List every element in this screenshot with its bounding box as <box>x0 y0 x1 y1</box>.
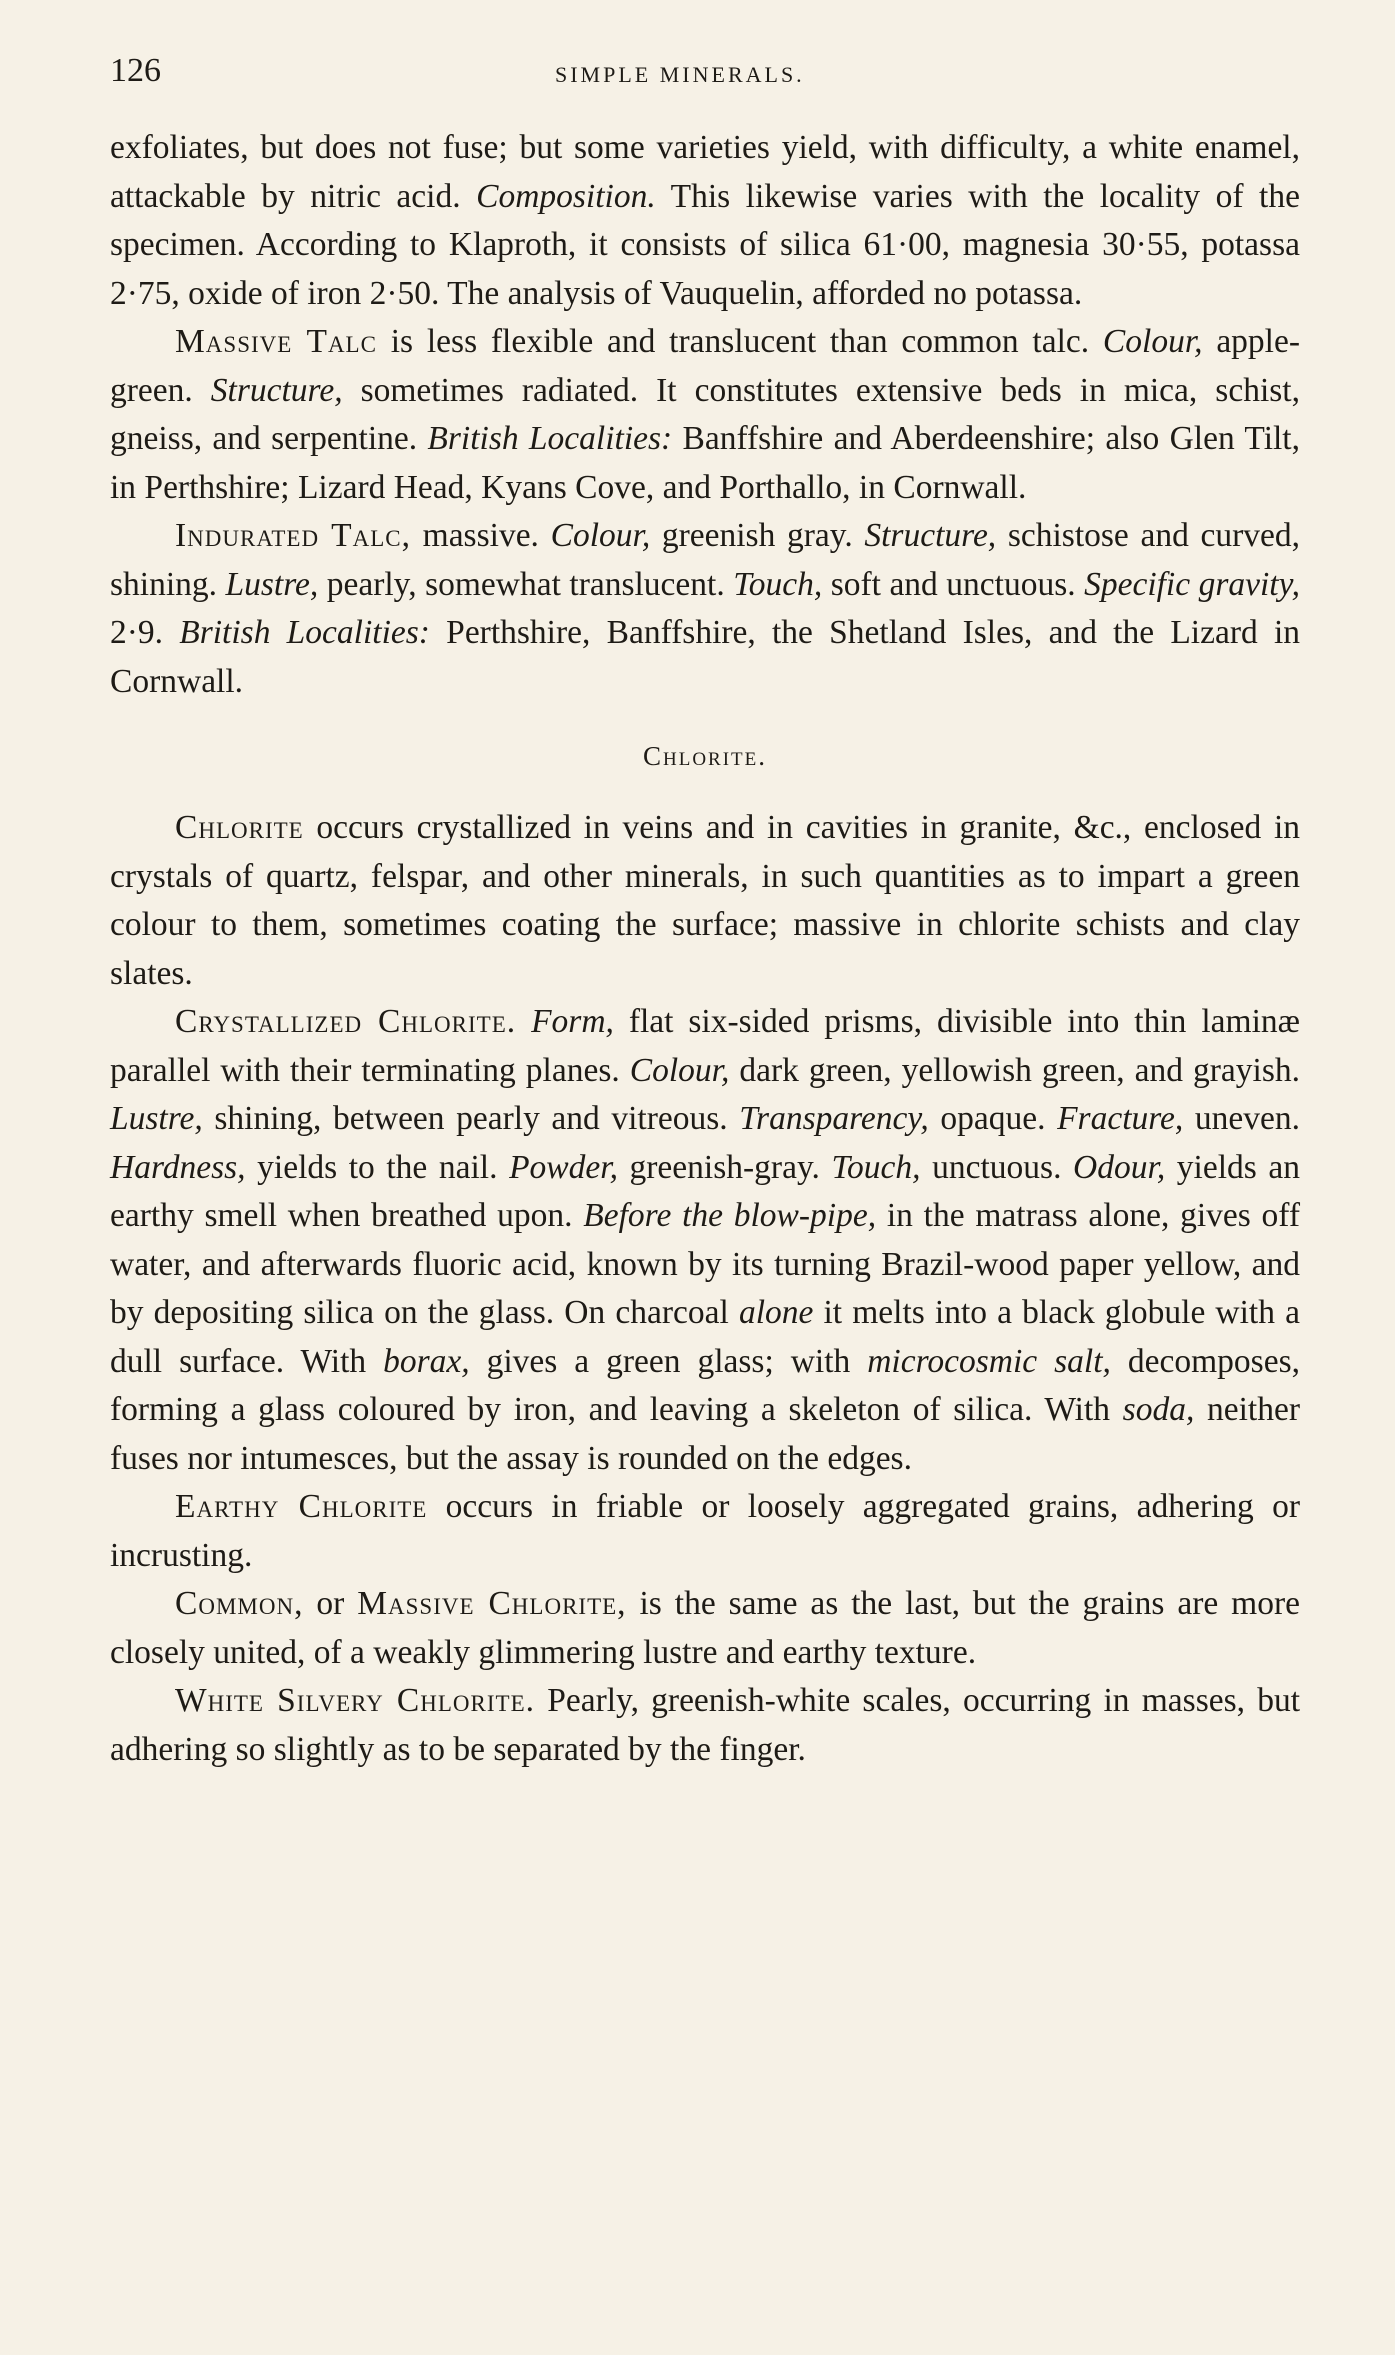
mineral-name: White Silvery Chlorite. <box>175 1682 536 1719</box>
term: British Localities: <box>179 614 430 651</box>
page-header <box>110 52 1300 102</box>
text: apple-green. <box>110 323 1301 409</box>
term: Fracture, <box>1057 1100 1184 1137</box>
term: Touch, <box>831 1148 921 1186</box>
text: opaque. <box>928 1100 1058 1137</box>
term: Colour, <box>629 1051 730 1089</box>
page-number: 126 <box>110 52 161 89</box>
term: soda, <box>1122 1391 1195 1428</box>
text: massive. <box>410 517 551 554</box>
term: Lustre, <box>110 1100 203 1137</box>
text: Perthshire, Banffshire, the Shetland Isles, and the Lizard in Cornwall. <box>110 614 1301 700</box>
text: This likewise varies with the locality of the specimen. According to Klaproth, it consists of silica 61·00, magnesia 30·55, potassa 2·75, oxide of iron 2·50. The analysis of Vauquelin, afforded no potassa. <box>110 177 1300 312</box>
mineral-name: Common, <box>175 1585 304 1622</box>
term: Structure, <box>210 371 343 409</box>
term: alone <box>738 1294 814 1331</box>
text: dark green, yellowish green, and grayish. <box>729 1051 1300 1089</box>
paragraph-indurated-talc <box>110 512 1300 706</box>
text: schistose and curved, shining. <box>110 517 1300 603</box>
paragraph-talc-continued <box>110 124 1300 318</box>
paragraph-chlorite <box>110 804 1300 998</box>
paragraph-earthy-chlorite <box>110 1483 1300 1580</box>
term: Powder, <box>509 1148 618 1186</box>
text: soft and unctuous. <box>822 565 1085 603</box>
text: exfoliates, but does not fuse; but some varieties yield, with difficulty, a white enamel, attackable by nitric acid. <box>110 129 1300 215</box>
term: Hardness, <box>110 1148 246 1186</box>
term: Specific gravity, <box>1084 565 1300 603</box>
text: Pearly, greenish-white scales, occurring in masses, but adhering so slightly as to be separated by the finger. <box>110 1682 1300 1768</box>
term: microcosmic salt, <box>867 1342 1111 1380</box>
page-body <box>110 124 1300 1774</box>
term: Touch, <box>733 565 823 603</box>
text: shining, between pearly and vitreous. <box>202 1100 740 1137</box>
term: Colour, <box>550 517 651 554</box>
paragraph-crystallized-chlorite <box>110 998 1300 1483</box>
text: gives a green glass; with <box>469 1342 868 1380</box>
text: greenish gray. <box>650 517 865 554</box>
text: greenish-gray. <box>617 1148 832 1186</box>
text: unctuous. <box>920 1148 1074 1186</box>
term: Transparency, <box>739 1100 929 1137</box>
term: Odour, <box>1073 1148 1166 1186</box>
text: pearly, somewhat translucent. <box>318 565 734 603</box>
text: Banffshire and Aberdeenshire; also Glen Tilt, in Perthshire; Lizard Head, Kyans Cove, and Porthallo, in Cornwall. <box>110 420 1300 506</box>
text: flat six-sided prisms, divisible into thin laminæ parallel with their terminating planes. <box>110 1003 1300 1089</box>
paragraph-massive-talc <box>110 318 1300 512</box>
text: is less flexible and translucent than common talc. <box>376 323 1103 360</box>
running-head: SIMPLE MINERALS. <box>555 62 805 87</box>
mineral-name: Indurated Talc, <box>175 517 411 554</box>
term: borax, <box>383 1342 470 1380</box>
term: Structure, <box>864 517 997 554</box>
term: British Localities: <box>427 420 673 457</box>
term: Before the blow-pipe, <box>583 1197 877 1234</box>
text: sometimes radiated. It constitutes extensive beds in mica, schist, gneiss, and serpentine. <box>110 371 1300 457</box>
section-title: Chlorite. <box>642 741 768 771</box>
text: in the matrass alone, gives off water, and afterwards fluoric acid, known by its turning Brazil-wood paper yellow, and by depositing silica on the glass. On charcoal <box>110 1197 1301 1331</box>
text: neither fuses nor intumesces, but the assay is rounded on the edges. <box>110 1391 1300 1477</box>
text: decomposes, forming a glass coloured by iron, and leaving a skeleton of silica. With <box>110 1342 1300 1428</box>
text: 2·9. <box>110 614 180 651</box>
text: occurs in friable or loosely aggregated grains, adhering or incrusting. <box>110 1488 1300 1574</box>
text: it melts into a black globule with a dull surface. With <box>110 1294 1300 1380</box>
text: uneven. <box>1183 1100 1300 1137</box>
mineral-name: Earthy Chlorite <box>175 1488 428 1525</box>
mineral-name: Massive Talc <box>175 323 377 360</box>
text <box>516 1003 531 1040</box>
mineral-name: Chlorite <box>175 809 304 846</box>
term: Lustre, <box>225 565 319 603</box>
mineral-name: Massive Chlorite, <box>357 1585 627 1622</box>
text: or <box>303 1585 358 1622</box>
term: Colour, <box>1102 323 1203 360</box>
text: yields an earthy smell when breathed upon. <box>110 1148 1300 1234</box>
text: yields to the nail. <box>245 1148 510 1186</box>
paragraph-common-chlorite <box>110 1580 1300 1677</box>
term: Composition. <box>476 177 656 215</box>
term: Form, <box>531 1003 614 1040</box>
paragraph-white-silvery-chlorite <box>110 1677 1300 1774</box>
mineral-name: Crystallized Chlorite. <box>175 1003 517 1040</box>
text: occurs crystallized in veins and in cavities in granite, &c., enclosed in crystals of quartz, felspar, and other minerals, in such quantities as to impart a green colour to them, sometimes coating the surface; massive in chlorite schists and clay slates. <box>110 809 1300 992</box>
text: is the same as the last, but the grains are more closely united, of a weakly glimmering lustre and earthy texture. <box>110 1585 1300 1671</box>
